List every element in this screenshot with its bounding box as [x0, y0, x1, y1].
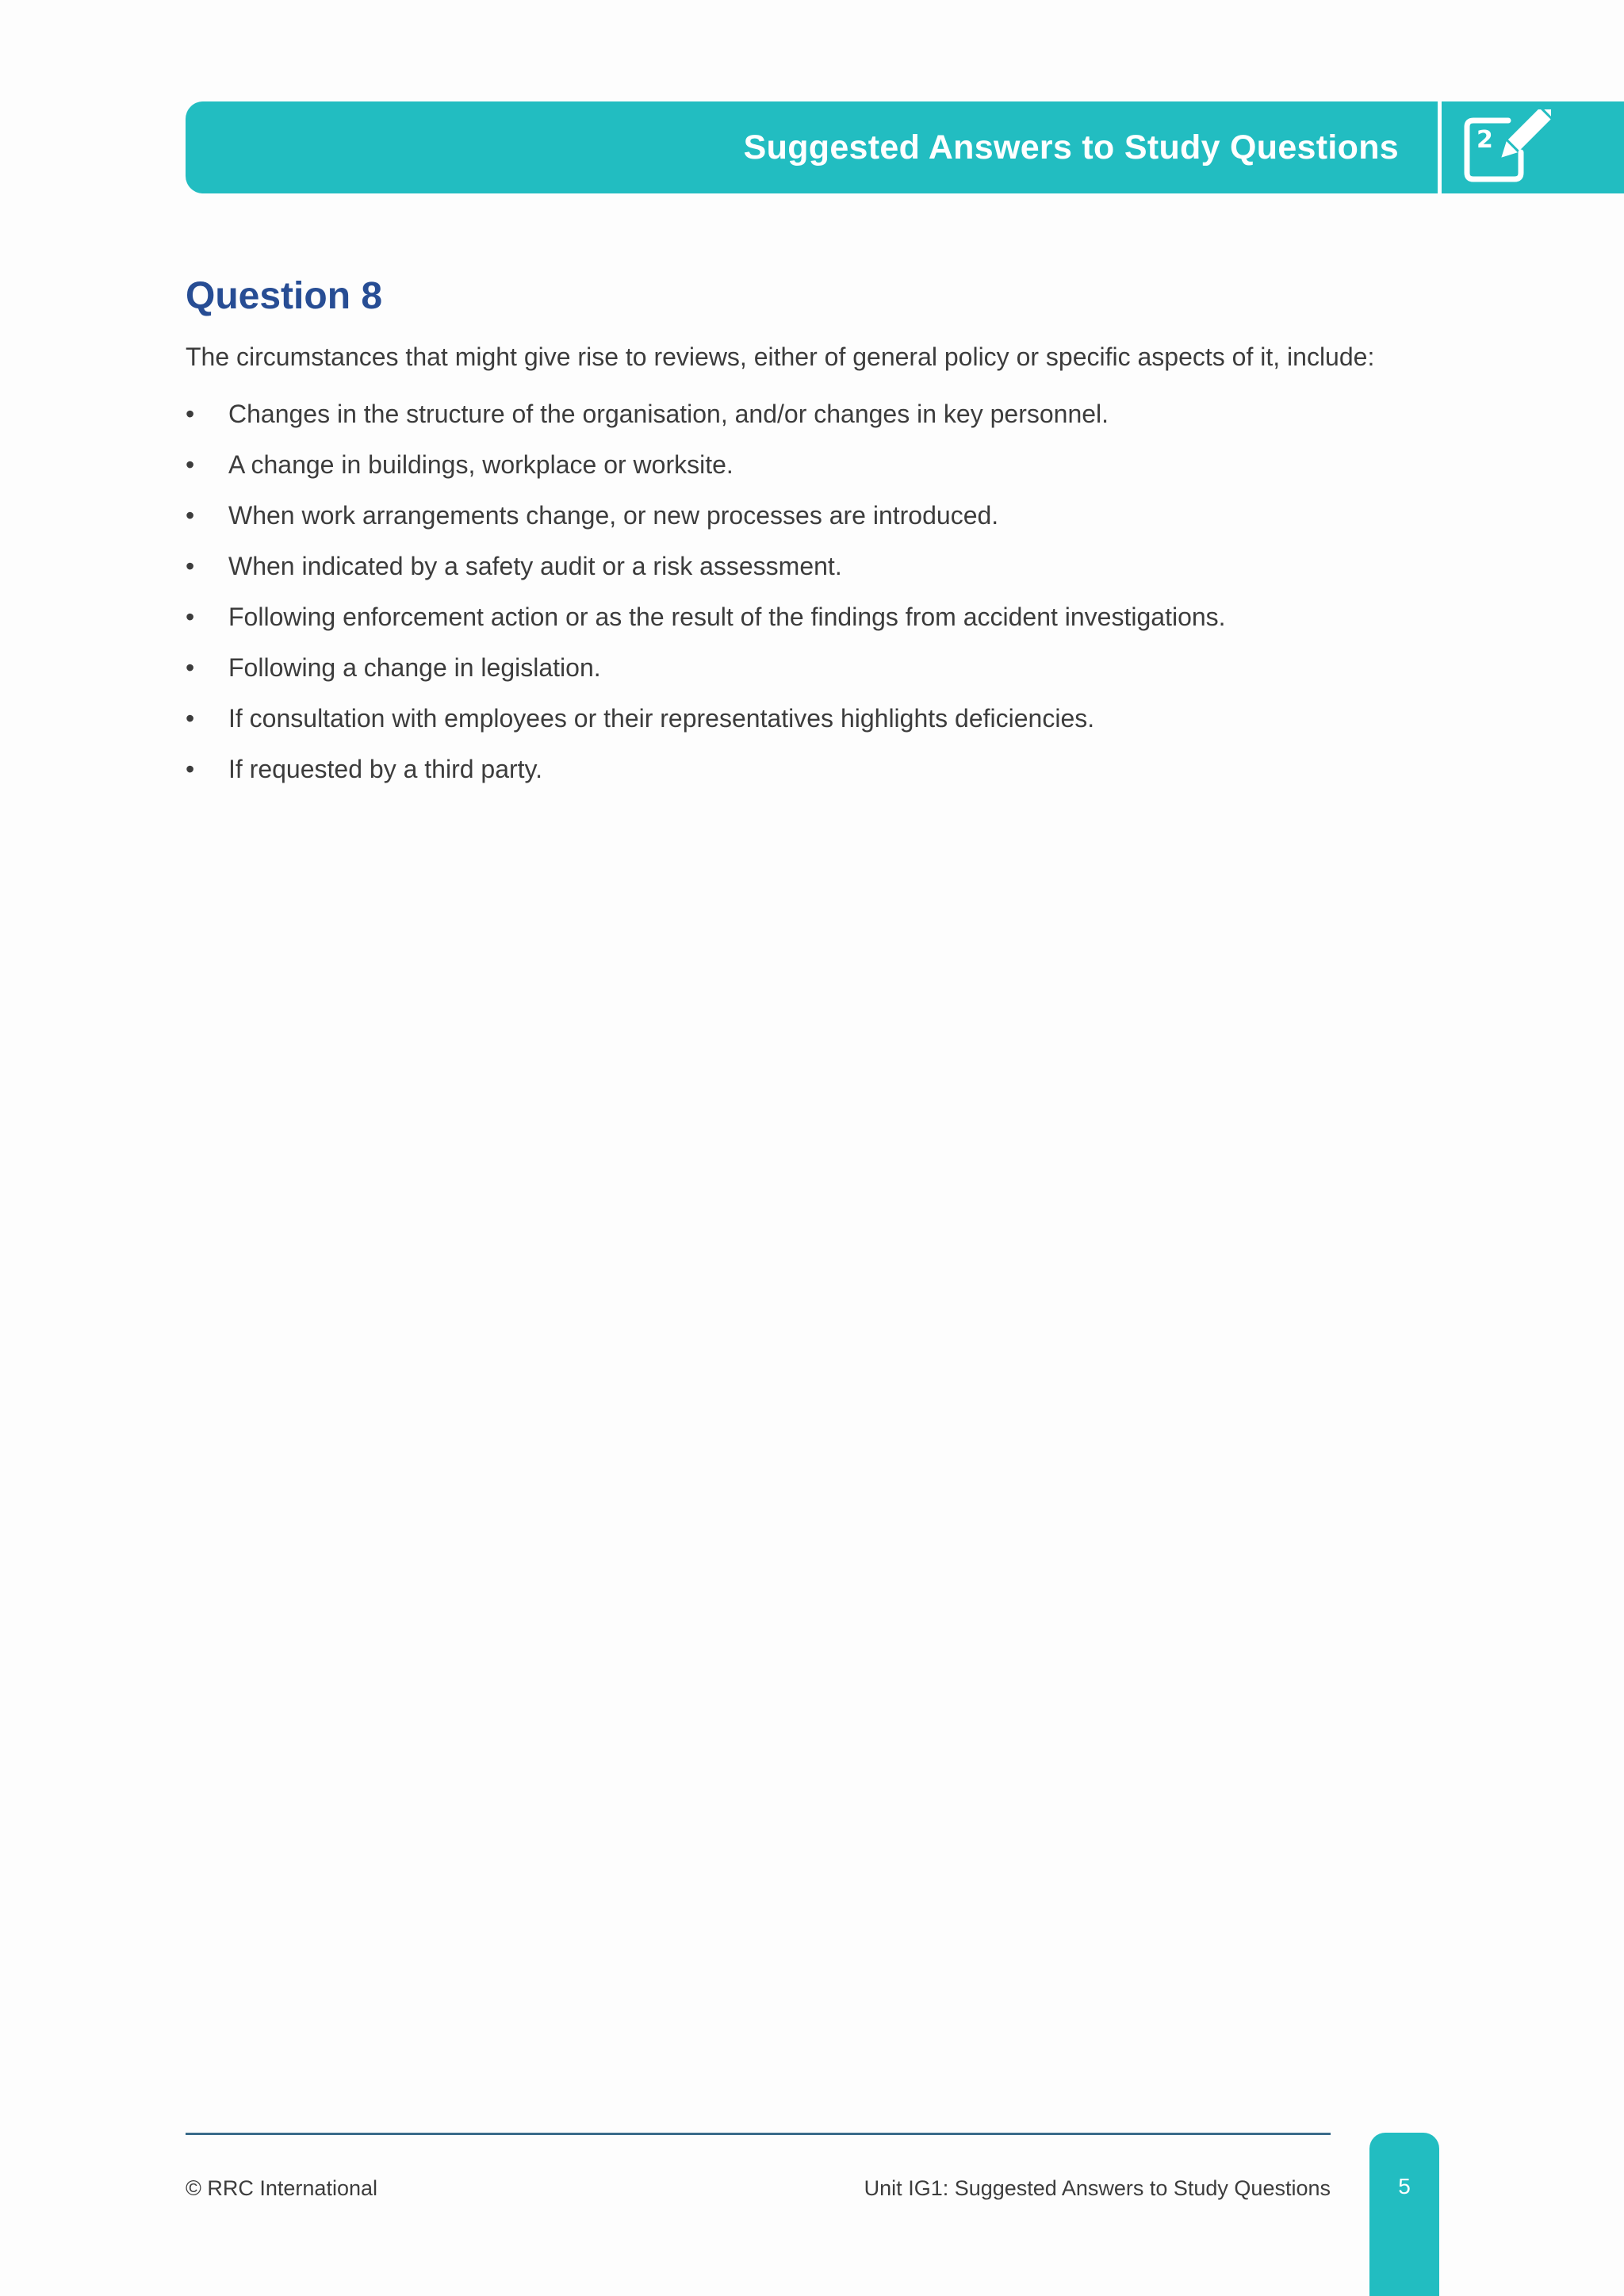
intro-paragraph: The circumstances that might give rise to reviews, either of general policy or specific aspects of it, include:: [186, 342, 1375, 371]
list-item: [186, 750, 1226, 801]
bullet-icon: •: [186, 501, 195, 530]
list-item-text: When work arrangements change, or new processes are introduced.: [228, 501, 999, 530]
bullet-icon: •: [186, 603, 195, 631]
list-item: [186, 446, 1226, 496]
header-title: Suggested Answers to Study Questions: [743, 128, 1399, 166]
list-item: [186, 395, 1226, 446]
list-item-text: Changes in the structure of the organisation, and/or changes in key personnel.: [228, 400, 1109, 428]
bullet-icon: •: [186, 450, 195, 479]
page-number-tab: [1369, 2133, 1439, 2296]
list-item: [186, 649, 1226, 699]
bullet-list: [186, 395, 1226, 801]
bullet-icon: •: [186, 400, 195, 428]
list-item-text: A change in buildings, workplace or worksite.: [228, 450, 733, 479]
bullet-icon: •: [186, 755, 195, 783]
header-banner: [186, 101, 1438, 193]
list-item: [186, 547, 1226, 598]
list-item: [186, 496, 1226, 547]
question-title: Question 8: [186, 275, 383, 317]
edit-pencil-icon: [1459, 109, 1551, 186]
header-icon-number: 2: [1477, 126, 1493, 154]
bullet-icon: •: [186, 552, 195, 580]
list-item-text: When indicated by a safety audit or a risk assessment.: [228, 552, 842, 580]
list-item-text: If consultation with employees or their representatives highlights deficiencies.: [228, 704, 1095, 733]
bullet-icon: •: [186, 704, 195, 733]
list-item-text: If requested by a third party.: [228, 755, 543, 783]
page-number: 5: [1398, 2174, 1411, 2198]
list-item-text: Following enforcement action or as the result of the findings from accident investigations.: [228, 603, 1226, 631]
list-item: [186, 699, 1226, 750]
footer-divider: [186, 2133, 1331, 2135]
footer-unit-title: Unit IG1: Suggested Answers to Study Questions: [864, 2176, 1331, 2200]
footer-copyright: © RRC International: [186, 2176, 377, 2200]
bullet-icon: •: [186, 653, 195, 682]
list-item-text: Following a change in legislation.: [228, 653, 601, 682]
list-item: [186, 598, 1226, 649]
